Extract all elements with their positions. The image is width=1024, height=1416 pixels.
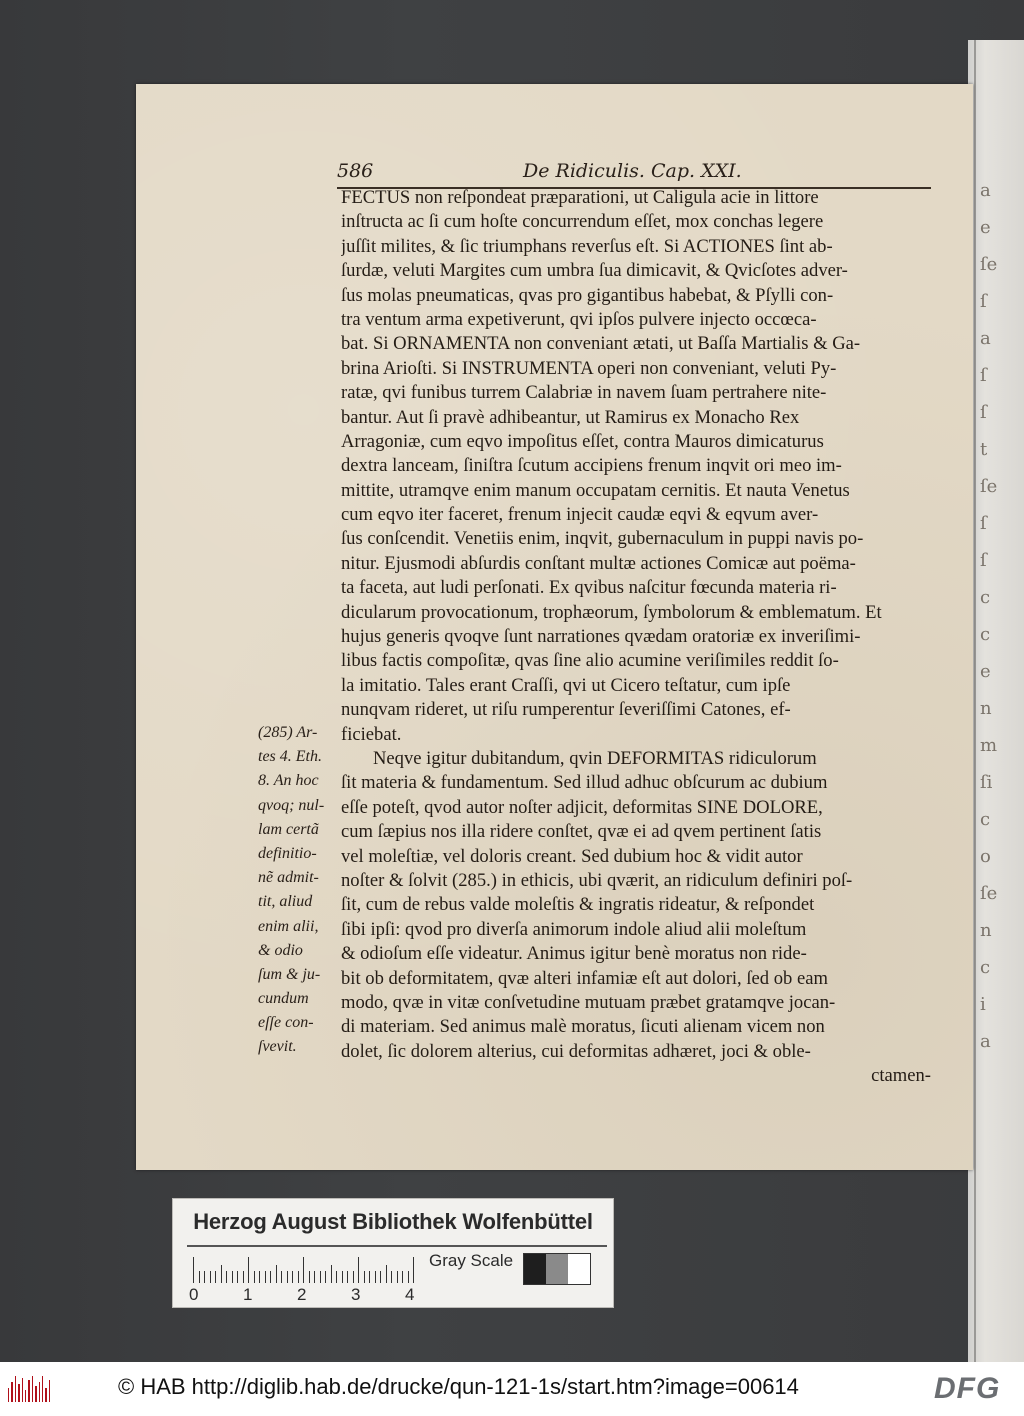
- text-line: inſtructa ac ſi cum hoſte concurrendum eſſet, mox conchas legere: [341, 211, 824, 233]
- text-line: dolet, ſic dolorem alterius, cui deformitas adhæret, joci & oble-: [341, 1040, 811, 1062]
- margin-note-line: qvoq; nul-: [258, 796, 325, 814]
- text-line: cum ſæpius nos illa ridere conſtet, qvæ ei ad qvem pertinent ſatis: [341, 821, 822, 843]
- text-line: Neqve igitur dubitandum, qvin DEFORMITAS ridiculorum: [373, 747, 817, 769]
- text-line: bat. Si ORNAMENTA non conveniant ætati, ut Baſſa Martialis & Ga-: [341, 333, 861, 355]
- text-line: la imitatio. Tales erant Craſſi, qvi ut Cicero teſtatur, cum ipſe: [341, 674, 791, 696]
- gray-scale-patches: [523, 1253, 591, 1285]
- logo-bar: [15, 1376, 16, 1402]
- text-line: tra ventum arma expetiverunt, qvi ipſos pulvere injecto occœca-: [341, 308, 817, 330]
- opposite-page-fragment: e: [980, 217, 991, 238]
- scale-tick: [358, 1257, 359, 1283]
- text-line: brina Arioſti. Si INSTRUMENTA operi non conveniant, veluti Py-: [341, 357, 837, 379]
- gray-patch: [568, 1254, 590, 1284]
- text-line: dicularum provocationum, trophæorum, ſymbolorum & emblematum. Et: [341, 601, 882, 623]
- opposite-page-fragment: t: [980, 439, 988, 460]
- logo-bar: [18, 1384, 19, 1402]
- margin-note-line: ſvevit.: [258, 1038, 297, 1056]
- opposite-page-fragment: ſ: [980, 513, 987, 534]
- opposite-page-fragment: o: [980, 846, 991, 867]
- scale-tick: [287, 1271, 288, 1283]
- margin-note-line: lam certã: [258, 820, 319, 838]
- opposite-page-fragment: ſ: [980, 550, 987, 571]
- scale-number: 3: [351, 1285, 361, 1304]
- opposite-page-fragment: c: [980, 624, 991, 645]
- scale-tick: [232, 1271, 233, 1283]
- scale-tick: [397, 1271, 398, 1283]
- scale-tick: [204, 1271, 205, 1283]
- scale-tick: [320, 1271, 321, 1283]
- text-line: & odioſum eſſe videatur. Animus igitur benè moratus non ride-: [341, 943, 807, 965]
- opposite-page-fragment: ſe: [980, 476, 998, 497]
- opposite-page-edge: [968, 40, 1024, 1362]
- logo-bar: [22, 1378, 23, 1402]
- opposite-page-fragment: c: [980, 587, 991, 608]
- page-number: 586: [337, 160, 374, 182]
- margin-note-line: tit, aliud: [258, 893, 313, 911]
- scale-tick: [380, 1271, 381, 1283]
- gray-patch: [524, 1254, 546, 1284]
- text-line: ſibi ipſi: qvod pro diverſa animorum indole aliud alii moleſtum: [341, 918, 807, 940]
- scale-number: 4: [405, 1285, 415, 1304]
- scale-bar: [172, 1198, 614, 1308]
- opposite-page-fragment: a: [980, 180, 991, 201]
- scale-tick: [281, 1271, 282, 1283]
- scale-tick: [221, 1265, 222, 1283]
- gray-scale-label: Gray Scale: [429, 1251, 514, 1270]
- scale-tick: [369, 1271, 370, 1283]
- text-line: modo, qvæ in vitæ conſvetudine mutuam præbet gratamqve jocan-: [341, 991, 836, 1013]
- text-line: Arragoniæ, cum eqvo impoſitus eſſet, contra Mauros dimicaturus: [341, 430, 824, 452]
- logo-bar: [8, 1388, 9, 1402]
- scale-tick: [226, 1271, 227, 1283]
- text-line: FECTUS non reſpondeat præparationi, ut Caligula acie in littore: [341, 187, 819, 208]
- text-line: ſus conſcendit. Venetiis enim, inqvit, gubernaculum in puppi navis po-: [341, 528, 864, 550]
- text-line: nitur. Ejusmodi abſurdis conſtant multæ actiones Comicæ aut poëma-: [341, 552, 856, 574]
- opposite-page-fragment: m: [980, 735, 998, 756]
- scale-tick: [325, 1271, 326, 1283]
- text-line: ſus molas pneumaticas, qvas pro gigantibus habebat, & Pſylli con-: [341, 284, 834, 306]
- logo-bar: [28, 1380, 29, 1402]
- opposite-page-fragment: ſi: [980, 772, 993, 793]
- opposite-page-fragment: n: [980, 920, 992, 941]
- image-url-caption[interactable]: © HAB http://diglib.hab.de/drucke/qun-121-1s/start.htm?image=00614: [118, 1374, 799, 1399]
- margin-note-line: ſum & ju-: [258, 965, 321, 983]
- text-line: ſit materia & fundamentum. Sed illud adhuc obſcurum ac dubium: [341, 772, 828, 794]
- logo-bar: [25, 1390, 26, 1402]
- opposite-page-fragment: c: [980, 957, 991, 978]
- scale-tick: [199, 1271, 200, 1283]
- scale-tick: [243, 1271, 244, 1283]
- text-line: ſurdæ, veluti Margites cum umbra ſua dimicavit, & Qvicſotes adver-: [341, 260, 848, 282]
- margin-note-line: (285) Ar-: [258, 724, 318, 741]
- margin-note-line: cundum: [258, 990, 309, 1008]
- logo-bar: [32, 1376, 33, 1402]
- scale-tick: [193, 1257, 194, 1283]
- opposite-page-fragment: ſe: [980, 883, 998, 904]
- gray-patch: [546, 1254, 568, 1284]
- scale-tick: [237, 1271, 238, 1283]
- text-line: di materiam. Sed animus malè moratus, ſicuti alienam vicem non: [341, 1016, 825, 1038]
- opposite-page-fragment: e: [980, 661, 991, 682]
- scale-tick: [342, 1271, 343, 1283]
- library-name: Herzog August Bibliothek Wolfenbüttel: [193, 1209, 593, 1234]
- text-line: bit ob deformitatem, qvæ alteri infamiæ eſt aut dolori, ſed ob eam: [341, 967, 828, 989]
- margin-note-line: nẽ admit-: [258, 869, 319, 887]
- scale-tick: [314, 1271, 315, 1283]
- logo-bar: [45, 1388, 46, 1402]
- opposite-page-fragment: a: [980, 328, 991, 349]
- scale-tick: [375, 1271, 376, 1283]
- scale-tick: [408, 1271, 409, 1283]
- text-line: ſit, cum de rebus valde moleſtis & ingratis rideatur, & reſpondet: [341, 894, 815, 916]
- opposite-page-fragment: n: [980, 698, 992, 719]
- opposite-page-fragment: i: [980, 994, 986, 1015]
- logo-bar: [49, 1380, 50, 1402]
- opposite-page-fragment: ſ: [980, 402, 987, 423]
- scale-tick: [210, 1271, 211, 1283]
- scale-tick: [402, 1271, 403, 1283]
- opposite-page-fragment: a: [980, 1031, 991, 1052]
- text-line: bantur. Aut ſi pravè adhibeantur, ut Ramirus ex Monacho Rex: [341, 406, 800, 428]
- logo-bar: [39, 1382, 40, 1402]
- logo-bar: [42, 1376, 43, 1402]
- scale-tick: [331, 1265, 332, 1283]
- scale-tick: [336, 1271, 337, 1283]
- text-line: cum eqvo iter faceret, frenum injecit caudæ eqvi & eqvum aver-: [341, 504, 819, 526]
- scale-rule: [187, 1245, 607, 1247]
- scale-tick: [298, 1271, 299, 1283]
- text-line: noſter & ſolvit (285.) in ethicis, ubi qværit, an ridiculum definiri poſ-: [341, 869, 853, 891]
- scale-tick: [391, 1271, 392, 1283]
- scale-tick: [292, 1271, 293, 1283]
- opposite-page-fragment: c: [980, 809, 991, 830]
- text-line: ratæ, qvi funibus turrem Calabriæ in navem ſuam pertrahere nite-: [341, 382, 827, 404]
- text-line: juſſit milites, & ſic triumphans reverſus eſt. Si ACTIONES ſint ab-: [341, 235, 833, 257]
- text-line: ta faceta, aut ludi perſonati. Ex qvibus naſcitur fœcunda materia ri-: [341, 577, 837, 599]
- scale-tick: [265, 1271, 266, 1283]
- text-line: mittite, utramqve enim manum occupatam cernitis. Et nauta Venetus: [341, 479, 850, 501]
- margin-note-line: & odio: [258, 941, 303, 959]
- scale-number: 2: [297, 1285, 307, 1304]
- scale-tick: [270, 1271, 271, 1283]
- text-line: ficiebat.: [341, 723, 402, 745]
- margin-note: [258, 721, 344, 1060]
- scale-number: 0: [189, 1285, 199, 1304]
- text-line: dextra lanceam, ſiniſtra ſcutum accipiens frenum inqvit ori meo im-: [341, 455, 842, 477]
- hab-logo-icon[interactable]: [8, 1376, 50, 1402]
- scale-tick: [215, 1271, 216, 1283]
- text-line: nunqvam rideret, ut riſu rumperentur ſeveriſſimi Catones, ef-: [341, 699, 791, 721]
- margin-note-line: tes 4. Eth.: [258, 748, 322, 766]
- margin-note-line: 8. An hoc: [258, 772, 319, 790]
- opposite-page-fragment: ſ: [980, 291, 987, 312]
- scale-tick: [413, 1257, 414, 1283]
- scale-tick: [347, 1271, 348, 1283]
- margin-note-line: enim alii,: [258, 917, 319, 935]
- scale-tick: [353, 1271, 354, 1283]
- opposite-page-fragment: ſ: [980, 365, 987, 386]
- running-head-title: De Ridiculis. Cap. XXI.: [523, 160, 742, 182]
- scale-ticks: [193, 1257, 423, 1283]
- scale-tick: [254, 1271, 255, 1283]
- scale-tick: [364, 1271, 365, 1283]
- text-line: libus factis compoſitæ, qvas ſine alio acumine veriſimiles reddit ſo-: [341, 650, 839, 672]
- scale-tick: [309, 1271, 310, 1283]
- scale-tick: [259, 1271, 260, 1283]
- dfg-logo[interactable]: DFG: [934, 1372, 1001, 1405]
- scale-tick: [248, 1257, 249, 1283]
- margin-note-line: definitio-: [258, 844, 317, 862]
- page-gutter: [974, 40, 976, 1362]
- scale-tick: [303, 1257, 304, 1283]
- body-text: [341, 186, 931, 1088]
- text-line: vel moleſtiæ, vel doloris creant. Sed dubium hoc & vidit autor: [341, 845, 803, 867]
- text-line: hujus generis qvoqve ſunt narrationes qvædam oratoriæ ex inveriſimi-: [341, 626, 861, 648]
- margin-note-line: eſſe con-: [258, 1014, 314, 1032]
- catchword: ctamen-: [871, 1065, 931, 1087]
- viewer-footer: [0, 1362, 1024, 1416]
- scale-tick: [276, 1265, 277, 1283]
- scale-tick: [386, 1265, 387, 1283]
- logo-bar: [11, 1382, 12, 1402]
- scale-number: 1: [243, 1285, 253, 1304]
- logo-bar: [35, 1386, 36, 1402]
- text-line: eſſe poteſt, qvod autor noſter adjicit, deformitas SINE DOLORE,: [341, 796, 823, 818]
- opposite-page-fragment: ſe: [980, 254, 998, 275]
